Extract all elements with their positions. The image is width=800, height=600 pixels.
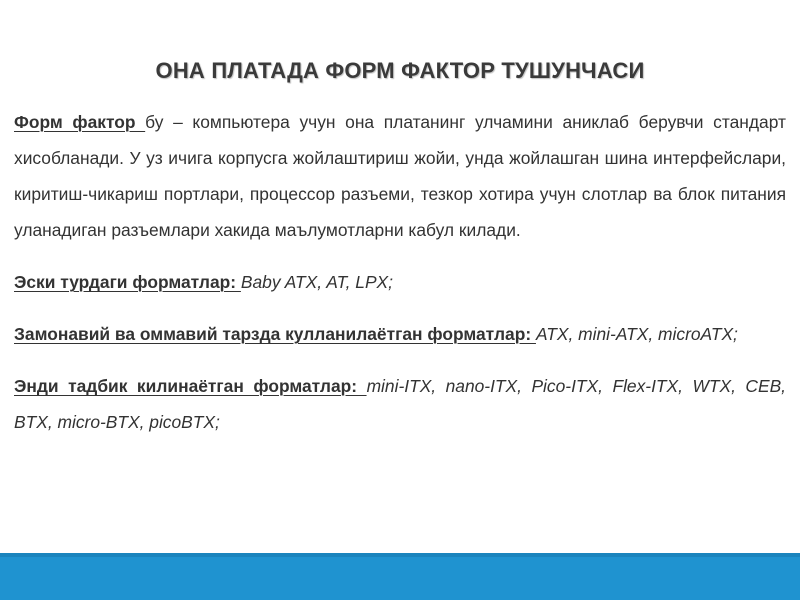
modern-formats-paragraph	[14, 316, 786, 352]
old-formats-paragraph	[14, 264, 786, 300]
old-formats-list: Baby ATX, AT, LPX;	[240, 272, 393, 292]
form-factor-definition-paragraph	[14, 104, 786, 248]
footer-bar-edge	[0, 553, 800, 557]
new-formats-heading: Энди тадбик килинаётган форматлар:	[14, 376, 367, 396]
modern-formats-list: ATX, mini-ATX, microATX;	[535, 324, 738, 344]
footer-bar	[0, 553, 800, 600]
new-formats-list: mini-ITX, nano-ITX, Pico-ITX, Flex-ITX, WTX, CEB, BTX, micro-BTX, picoBTX;	[14, 376, 786, 432]
form-factor-definition-text: бу – компьютера учун она платанинг улчамини аниклаб берувчи стандарт хисобланади. У уз ичига корпусга жойлаштириш жойи, унда жойлашган шина интерфейслари, киритиш-чикариш портлари, процессор разъеми, тезкор хотира учун слотлар ва блок питания уланадиган разъемлари хакида маълумотларни кабул килади.	[14, 112, 786, 240]
new-formats-paragraph	[14, 368, 786, 440]
form-factor-term: Форм фактор	[14, 112, 146, 132]
old-formats-heading: Эски турдаги форматлар:	[14, 272, 241, 292]
slide-title: ОНА ПЛАТАДА ФОРМ ФАКТОР ТУШУНЧАСИ	[155, 58, 645, 83]
modern-formats-heading: Замонавий ва оммавий тарзда кулланилаётган форматлар:	[14, 324, 536, 344]
slide-content	[14, 104, 786, 440]
